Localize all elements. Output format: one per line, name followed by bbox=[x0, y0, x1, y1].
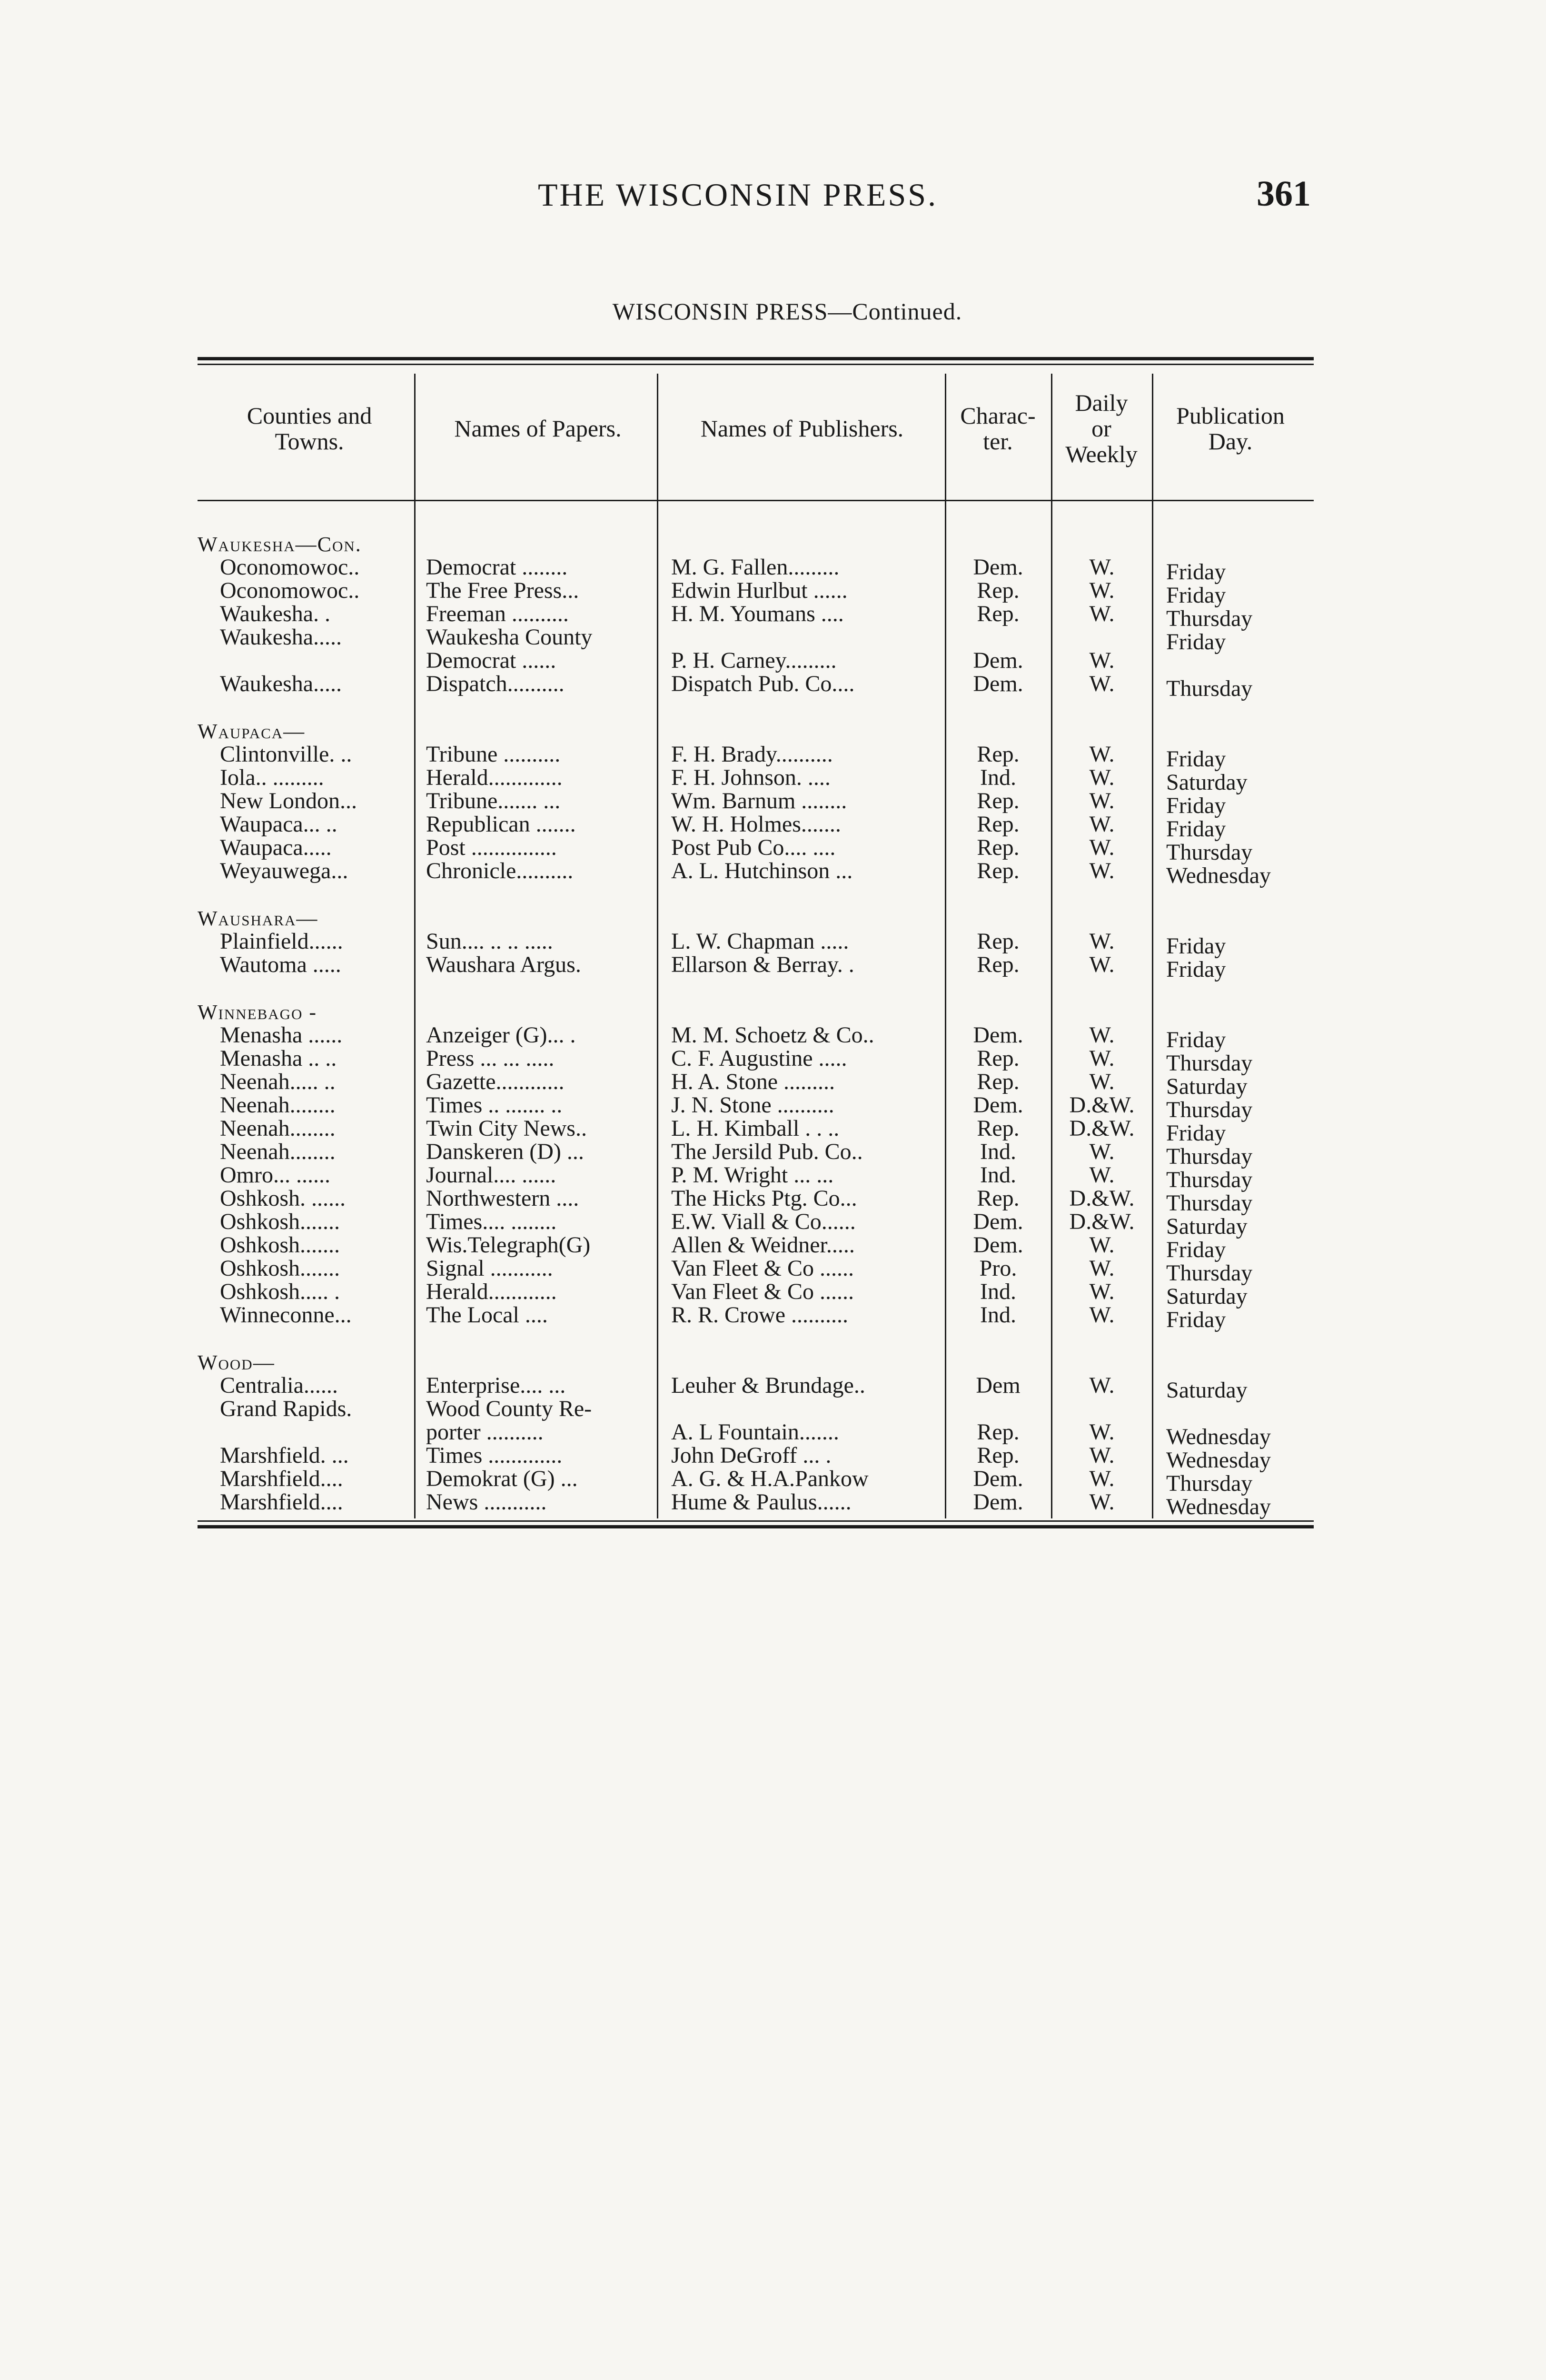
paper-cell: Herald............ bbox=[426, 1279, 557, 1304]
day-cell: Thursday bbox=[1166, 1471, 1253, 1496]
character-cell: Dem. bbox=[973, 671, 1023, 696]
table-bottom-rule bbox=[198, 1525, 1314, 1528]
frequency-cell: W. bbox=[1089, 1046, 1115, 1071]
frequency-cell: W. bbox=[1089, 929, 1115, 954]
town-cell: Wautoma ..... bbox=[220, 952, 341, 977]
town-cell: Menasha .. .. bbox=[220, 1046, 337, 1071]
town-cell: Omro... ...... bbox=[220, 1162, 330, 1188]
character-cell: Ind. bbox=[980, 765, 1016, 790]
frequency-cell: W. bbox=[1089, 952, 1115, 977]
frequency-cell: W. bbox=[1089, 765, 1115, 790]
frequency-cell: W. bbox=[1089, 671, 1115, 696]
day-cell: Friday bbox=[1166, 1237, 1226, 1262]
column-divider bbox=[414, 374, 416, 1518]
day-cell: Thursday bbox=[1166, 676, 1253, 701]
town-cell: Marshfield.... bbox=[220, 1489, 343, 1515]
frequency-cell: W. bbox=[1089, 835, 1115, 860]
publisher-cell: Allen & Weidner..... bbox=[671, 1232, 855, 1258]
frequency-cell: W. bbox=[1089, 601, 1115, 626]
frequency-cell: W. bbox=[1089, 1443, 1115, 1468]
paper-cell: The Free Press... bbox=[426, 578, 579, 603]
town-cell: Waukesha..... bbox=[220, 625, 342, 650]
town-cell: Neenah..... .. bbox=[220, 1069, 336, 1094]
day-cell: Thursday bbox=[1166, 1167, 1253, 1192]
paper-cell: Enterprise.... ... bbox=[426, 1373, 566, 1398]
paper-cell: News ........... bbox=[426, 1489, 547, 1515]
paper-cell: Anzeiger (G)... . bbox=[426, 1022, 576, 1048]
publisher-cell: The Hicks Ptg. Co... bbox=[671, 1186, 857, 1211]
town-cell: Centralia...... bbox=[220, 1373, 338, 1398]
town-cell: Oconomowoc.. bbox=[220, 555, 360, 580]
paper-cell: porter .......... bbox=[426, 1419, 544, 1445]
column-divider bbox=[657, 374, 658, 1518]
publisher-cell: P. H. Carney......... bbox=[671, 648, 837, 673]
paper-cell: Democrat ...... bbox=[426, 648, 556, 673]
running-title: THE WISCONSIN PRESS. bbox=[538, 177, 938, 213]
day-cell: Friday bbox=[1166, 559, 1226, 585]
paper-cell: Waukesha County bbox=[426, 625, 593, 650]
publisher-cell: M. M. Schoetz & Co.. bbox=[671, 1022, 874, 1048]
day-cell: Wednesday bbox=[1166, 863, 1271, 888]
frequency-cell: W. bbox=[1089, 858, 1115, 883]
paper-cell: Times .. ....... .. bbox=[426, 1092, 563, 1118]
paper-cell: Wis.Telegraph(G) bbox=[426, 1232, 591, 1258]
frequency-cell: D.&W. bbox=[1069, 1186, 1135, 1211]
frequency-cell: D.&W. bbox=[1069, 1116, 1135, 1141]
town-cell: Marshfield.... bbox=[220, 1466, 343, 1491]
header-bottom-rule bbox=[198, 500, 1314, 501]
day-cell: Friday bbox=[1166, 1307, 1226, 1332]
county-heading: Winnebago - bbox=[198, 1001, 317, 1024]
publisher-cell: H. A. Stone ......... bbox=[671, 1069, 835, 1094]
paper-cell: Times ............. bbox=[426, 1443, 563, 1468]
publisher-cell: John DeGroff ... . bbox=[671, 1443, 832, 1468]
town-cell: Grand Rapids. bbox=[220, 1396, 352, 1421]
day-cell: Thursday bbox=[1166, 840, 1253, 865]
table-top-rule-inner bbox=[198, 364, 1314, 365]
publisher-cell: Wm. Barnum ........ bbox=[671, 788, 847, 813]
publisher-cell: A. L Fountain....... bbox=[671, 1419, 839, 1445]
frequency-cell: W. bbox=[1089, 788, 1115, 813]
paper-cell: Chronicle.......... bbox=[426, 858, 574, 883]
publisher-cell: Post Pub Co.... .... bbox=[671, 835, 836, 860]
day-cell: Wednesday bbox=[1166, 1424, 1271, 1449]
header-day-line: Publication bbox=[1176, 402, 1285, 429]
day-cell: Friday bbox=[1166, 957, 1226, 982]
table-top-rule bbox=[198, 357, 1314, 360]
town-cell: Waukesha..... bbox=[220, 671, 342, 696]
paper-cell: Northwestern .... bbox=[426, 1186, 579, 1211]
publisher-cell: C. F. Augustine ..... bbox=[671, 1046, 847, 1071]
paper-cell: Press ... ... ..... bbox=[426, 1046, 555, 1071]
frequency-cell: W. bbox=[1089, 648, 1115, 673]
paper-cell: Republican ....... bbox=[426, 812, 576, 837]
character-cell: Dem. bbox=[973, 1092, 1023, 1118]
paper-cell: Waushara Argus. bbox=[426, 952, 581, 977]
header-counties-line: Towns. bbox=[275, 428, 344, 455]
frequency-cell: W. bbox=[1089, 1256, 1115, 1281]
day-cell: Thursday bbox=[1166, 606, 1253, 631]
town-cell: Iola.. ......... bbox=[220, 765, 324, 790]
character-cell: Rep. bbox=[977, 1186, 1020, 1211]
character-cell: Pro. bbox=[979, 1256, 1017, 1281]
character-cell: Rep. bbox=[977, 835, 1020, 860]
town-cell: Weyauwega... bbox=[220, 858, 348, 883]
character-cell: Ind. bbox=[980, 1139, 1016, 1164]
publisher-cell: H. M. Youmans .... bbox=[671, 601, 844, 626]
day-cell: Saturday bbox=[1166, 1074, 1248, 1099]
publisher-cell: A. G. & H.A.Pankow bbox=[671, 1466, 869, 1491]
character-cell: Rep. bbox=[977, 742, 1020, 767]
character-cell: Rep. bbox=[977, 1116, 1020, 1141]
character-cell: Ind. bbox=[980, 1302, 1016, 1328]
header-frequency-line: Daily bbox=[1075, 389, 1128, 416]
town-cell: Oconomowoc.. bbox=[220, 578, 360, 603]
character-cell: Rep. bbox=[977, 788, 1020, 813]
town-cell: Oshkosh..... . bbox=[220, 1279, 340, 1304]
frequency-cell: W. bbox=[1089, 1069, 1115, 1094]
header-day-line: Day. bbox=[1208, 428, 1253, 455]
frequency-cell: W. bbox=[1089, 555, 1115, 580]
paper-cell: Danskeren (D) ... bbox=[426, 1139, 584, 1164]
character-cell: Dem. bbox=[973, 1489, 1023, 1515]
character-cell: Rep. bbox=[977, 1419, 1020, 1445]
publisher-cell: J. N. Stone .......... bbox=[671, 1092, 834, 1118]
frequency-cell: W. bbox=[1089, 1139, 1115, 1164]
town-cell: Oshkosh....... bbox=[220, 1256, 340, 1281]
publisher-cell: Edwin Hurlbut ...... bbox=[671, 578, 848, 603]
town-cell: Neenah........ bbox=[220, 1092, 336, 1118]
town-cell: Oshkosh....... bbox=[220, 1232, 340, 1258]
publisher-cell: F. H. Brady.......... bbox=[671, 742, 833, 767]
character-cell: Rep. bbox=[977, 1069, 1020, 1094]
character-cell: Rep. bbox=[977, 1443, 1020, 1468]
frequency-cell: W. bbox=[1089, 1022, 1115, 1048]
frequency-cell: W. bbox=[1089, 1162, 1115, 1188]
county-heading: Wood— bbox=[198, 1351, 275, 1374]
frequency-cell: W. bbox=[1089, 742, 1115, 767]
character-cell: Dem. bbox=[973, 1232, 1023, 1258]
frequency-cell: W. bbox=[1089, 1279, 1115, 1304]
paper-cell: Dispatch.......... bbox=[426, 671, 565, 696]
town-cell: Menasha ...... bbox=[220, 1022, 343, 1048]
paper-cell: Tribune....... ... bbox=[426, 788, 561, 813]
character-cell: Dem. bbox=[973, 648, 1023, 673]
publisher-cell: R. R. Crowe .......... bbox=[671, 1302, 848, 1328]
day-cell: Thursday bbox=[1166, 1260, 1253, 1286]
column-divider bbox=[1051, 374, 1052, 1518]
frequency-cell: W. bbox=[1089, 1302, 1115, 1328]
paper-cell: Gazette............ bbox=[426, 1069, 565, 1094]
day-cell: Saturday bbox=[1166, 1214, 1248, 1239]
publisher-cell: F. H. Johnson. .... bbox=[671, 765, 831, 790]
paper-cell: Times.... ........ bbox=[426, 1209, 557, 1234]
paper-cell: The Local .... bbox=[426, 1302, 548, 1328]
town-cell: Clintonville. .. bbox=[220, 742, 352, 767]
publisher-cell: W. H. Holmes....... bbox=[671, 812, 841, 837]
publisher-cell: Leuher & Brundage.. bbox=[671, 1373, 865, 1398]
header-character-line: Charac- bbox=[960, 402, 1036, 429]
column-divider bbox=[1152, 374, 1153, 1518]
table-caption: WISCONSIN PRESS—Continued. bbox=[612, 298, 962, 325]
town-cell: Plainfield...... bbox=[220, 929, 343, 954]
day-cell: Friday bbox=[1166, 1121, 1226, 1146]
character-cell: Dem bbox=[976, 1373, 1021, 1398]
header-papers bbox=[419, 416, 657, 441]
table-bottom-rule-inner bbox=[198, 1520, 1314, 1522]
town-cell: Oshkosh....... bbox=[220, 1209, 340, 1234]
frequency-cell: W. bbox=[1089, 1373, 1115, 1398]
paper-cell: Democrat ........ bbox=[426, 555, 568, 580]
paper-cell: Journal.... ...... bbox=[426, 1162, 556, 1188]
town-cell: Neenah........ bbox=[220, 1139, 336, 1164]
day-cell: Thursday bbox=[1166, 1190, 1253, 1216]
publisher-cell: E.W. Viall & Co...... bbox=[671, 1209, 856, 1234]
town-cell: New London... bbox=[220, 788, 357, 813]
day-cell: Friday bbox=[1166, 629, 1226, 654]
frequency-cell: W. bbox=[1089, 578, 1115, 603]
running-head bbox=[0, 176, 1546, 219]
publisher-cell: Dispatch Pub. Co.... bbox=[671, 671, 855, 696]
paper-cell: Herald............. bbox=[426, 765, 563, 790]
page-number: 361 bbox=[1257, 174, 1311, 214]
paper-cell: Twin City News.. bbox=[426, 1116, 587, 1141]
publisher-cell: The Jersild Pub. Co.. bbox=[671, 1139, 863, 1164]
day-cell: Wednesday bbox=[1166, 1494, 1271, 1519]
town-cell: Winneconne... bbox=[220, 1302, 352, 1328]
paper-cell: Signal ........... bbox=[426, 1256, 553, 1281]
county-heading: Waushara— bbox=[198, 907, 318, 930]
day-cell: Friday bbox=[1166, 793, 1226, 818]
county-heading: Waupaca— bbox=[198, 720, 306, 743]
paper-cell: Sun.... .. .. ..... bbox=[426, 929, 553, 954]
character-cell: Rep. bbox=[977, 578, 1020, 603]
publisher-cell: Hume & Paulus...... bbox=[671, 1489, 852, 1515]
frequency-cell: W. bbox=[1089, 1466, 1115, 1491]
day-cell: Friday bbox=[1166, 933, 1226, 959]
header-publishers bbox=[659, 416, 945, 441]
character-cell: Rep. bbox=[977, 858, 1020, 883]
frequency-cell: W. bbox=[1089, 1419, 1115, 1445]
day-cell: Friday bbox=[1166, 746, 1226, 772]
paper-cell: Post ............... bbox=[426, 835, 557, 860]
county-heading: Waukesha—Con. bbox=[198, 533, 362, 556]
day-cell: Thursday bbox=[1166, 1144, 1253, 1169]
frequency-cell: W. bbox=[1089, 1489, 1115, 1515]
header-frequency-line: or bbox=[1091, 415, 1111, 442]
paper-cell: Freeman .......... bbox=[426, 601, 569, 626]
frequency-cell: W. bbox=[1089, 812, 1115, 837]
character-cell: Rep. bbox=[977, 1046, 1020, 1071]
header-character bbox=[945, 403, 1051, 454]
character-cell: Ind. bbox=[980, 1279, 1016, 1304]
frequency-cell: D.&W. bbox=[1069, 1092, 1135, 1118]
publisher-cell: P. M. Wright ... ... bbox=[671, 1162, 834, 1188]
character-cell: Ind. bbox=[980, 1162, 1016, 1188]
day-cell: Friday bbox=[1166, 583, 1226, 608]
day-cell: Wednesday bbox=[1166, 1448, 1271, 1473]
paper-cell: Wood County Re- bbox=[426, 1396, 592, 1421]
town-cell: Neenah........ bbox=[220, 1116, 336, 1141]
town-cell: Marshfield. ... bbox=[220, 1443, 349, 1468]
town-cell: Oshkosh. ...... bbox=[220, 1186, 346, 1211]
day-cell: Thursday bbox=[1166, 1097, 1253, 1122]
publisher-cell: A. L. Hutchinson ... bbox=[671, 858, 853, 883]
character-cell: Dem. bbox=[973, 1022, 1023, 1048]
paper-cell: Tribune .......... bbox=[426, 742, 561, 767]
town-cell: Waupaca... .. bbox=[220, 812, 337, 837]
town-cell: Waupaca..... bbox=[220, 835, 332, 860]
day-cell: Friday bbox=[1166, 816, 1226, 842]
header-frequency-line: Weekly bbox=[1065, 441, 1138, 467]
character-cell: Dem. bbox=[973, 1209, 1023, 1234]
publisher-cell: L. W. Chapman ..... bbox=[671, 929, 849, 954]
character-cell: Rep. bbox=[977, 601, 1020, 626]
publisher-cell: Van Fleet & Co ...... bbox=[671, 1279, 854, 1304]
town-cell: Waukesha. . bbox=[220, 601, 331, 626]
frequency-cell: W. bbox=[1089, 1232, 1115, 1258]
frequency-cell: D.&W. bbox=[1069, 1209, 1135, 1234]
header-frequency bbox=[1051, 390, 1152, 467]
header-publishers-line: Names of Publishers. bbox=[700, 415, 904, 442]
paper-cell: Demokrat (G) ... bbox=[426, 1466, 578, 1491]
publisher-cell: M. G. Fallen......... bbox=[671, 555, 840, 580]
publisher-cell: L. H. Kimball . . .. bbox=[671, 1116, 840, 1141]
character-cell: Dem. bbox=[973, 555, 1023, 580]
day-cell: Thursday bbox=[1166, 1051, 1253, 1076]
publisher-cell: Van Fleet & Co ...... bbox=[671, 1256, 854, 1281]
character-cell: Rep. bbox=[977, 952, 1020, 977]
column-divider bbox=[945, 374, 946, 1518]
day-cell: Saturday bbox=[1166, 1284, 1248, 1309]
character-cell: Dem. bbox=[973, 1466, 1023, 1491]
header-day bbox=[1152, 403, 1309, 454]
day-cell: Saturday bbox=[1166, 1378, 1248, 1403]
header-character-line: ter. bbox=[983, 428, 1013, 455]
header-papers-line: Names of Papers. bbox=[454, 415, 622, 442]
publisher-cell: Ellarson & Berray. . bbox=[671, 952, 854, 977]
character-cell: Rep. bbox=[977, 812, 1020, 837]
character-cell: Rep. bbox=[977, 929, 1020, 954]
day-cell: Friday bbox=[1166, 1027, 1226, 1052]
day-cell: Saturday bbox=[1166, 770, 1248, 795]
header-counties-line: Counties and bbox=[247, 402, 372, 429]
header-counties bbox=[224, 403, 395, 454]
